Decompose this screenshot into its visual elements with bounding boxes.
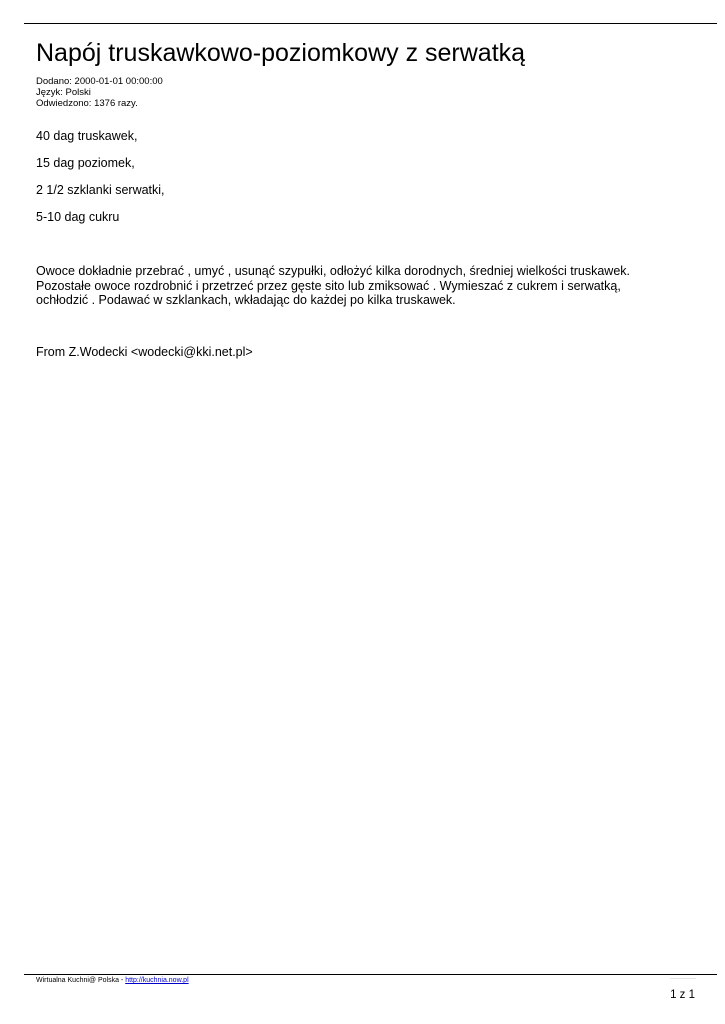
instruction-line: Pozostałe owoce rozdrobnić i przetrzeć przez gęste sito lub zmiksować . Wymieszać z cukrem i serwatką, — [36, 278, 621, 293]
recipe-author: From Z.Wodecki <wodecki@kki.net.pl> — [36, 345, 253, 359]
footer-site-link[interactable]: http://kuchnia.now.pl — [125, 977, 189, 984]
footer-divider — [24, 974, 717, 975]
date-added: Dodano: 2000-01-01 00:00:00 — [36, 76, 163, 87]
recipe-metadata — [36, 76, 163, 109]
page-number: 1 z 1 — [670, 989, 695, 1001]
preparation-instructions — [36, 264, 686, 308]
ingredient-item: 2 1/2 szklanki serwatki, — [36, 183, 165, 197]
instruction-line: Owoce dokładnie przebrać , umyć , usunąć szypułki, odłożyć kilka dorodnych, średniej wielkości truskawek. — [36, 264, 631, 278]
ingredient-item: 5-10 dag cukru — [36, 210, 120, 224]
instruction-line: ochłodzić . Podawać w szklankach, wkładając do każdej po kilka truskawek. — [36, 293, 456, 307]
footer-faint-mark — [670, 978, 696, 979]
ingredients-list — [36, 129, 165, 237]
page-title: Napój truskawkowo-poziomkowy z serwatką — [36, 39, 526, 67]
language: Język: Polski — [36, 87, 91, 98]
footer-site — [36, 976, 189, 985]
ingredient-item: 15 dag poziomek, — [36, 156, 135, 170]
visit-count: Odwiedzono: 1376 razy. — [36, 98, 138, 109]
ingredient-item: 40 dag truskawek, — [36, 129, 138, 143]
top-divider — [24, 23, 717, 24]
footer-site-name: Wirtualna Kuchni@ Polska - — [36, 977, 126, 984]
